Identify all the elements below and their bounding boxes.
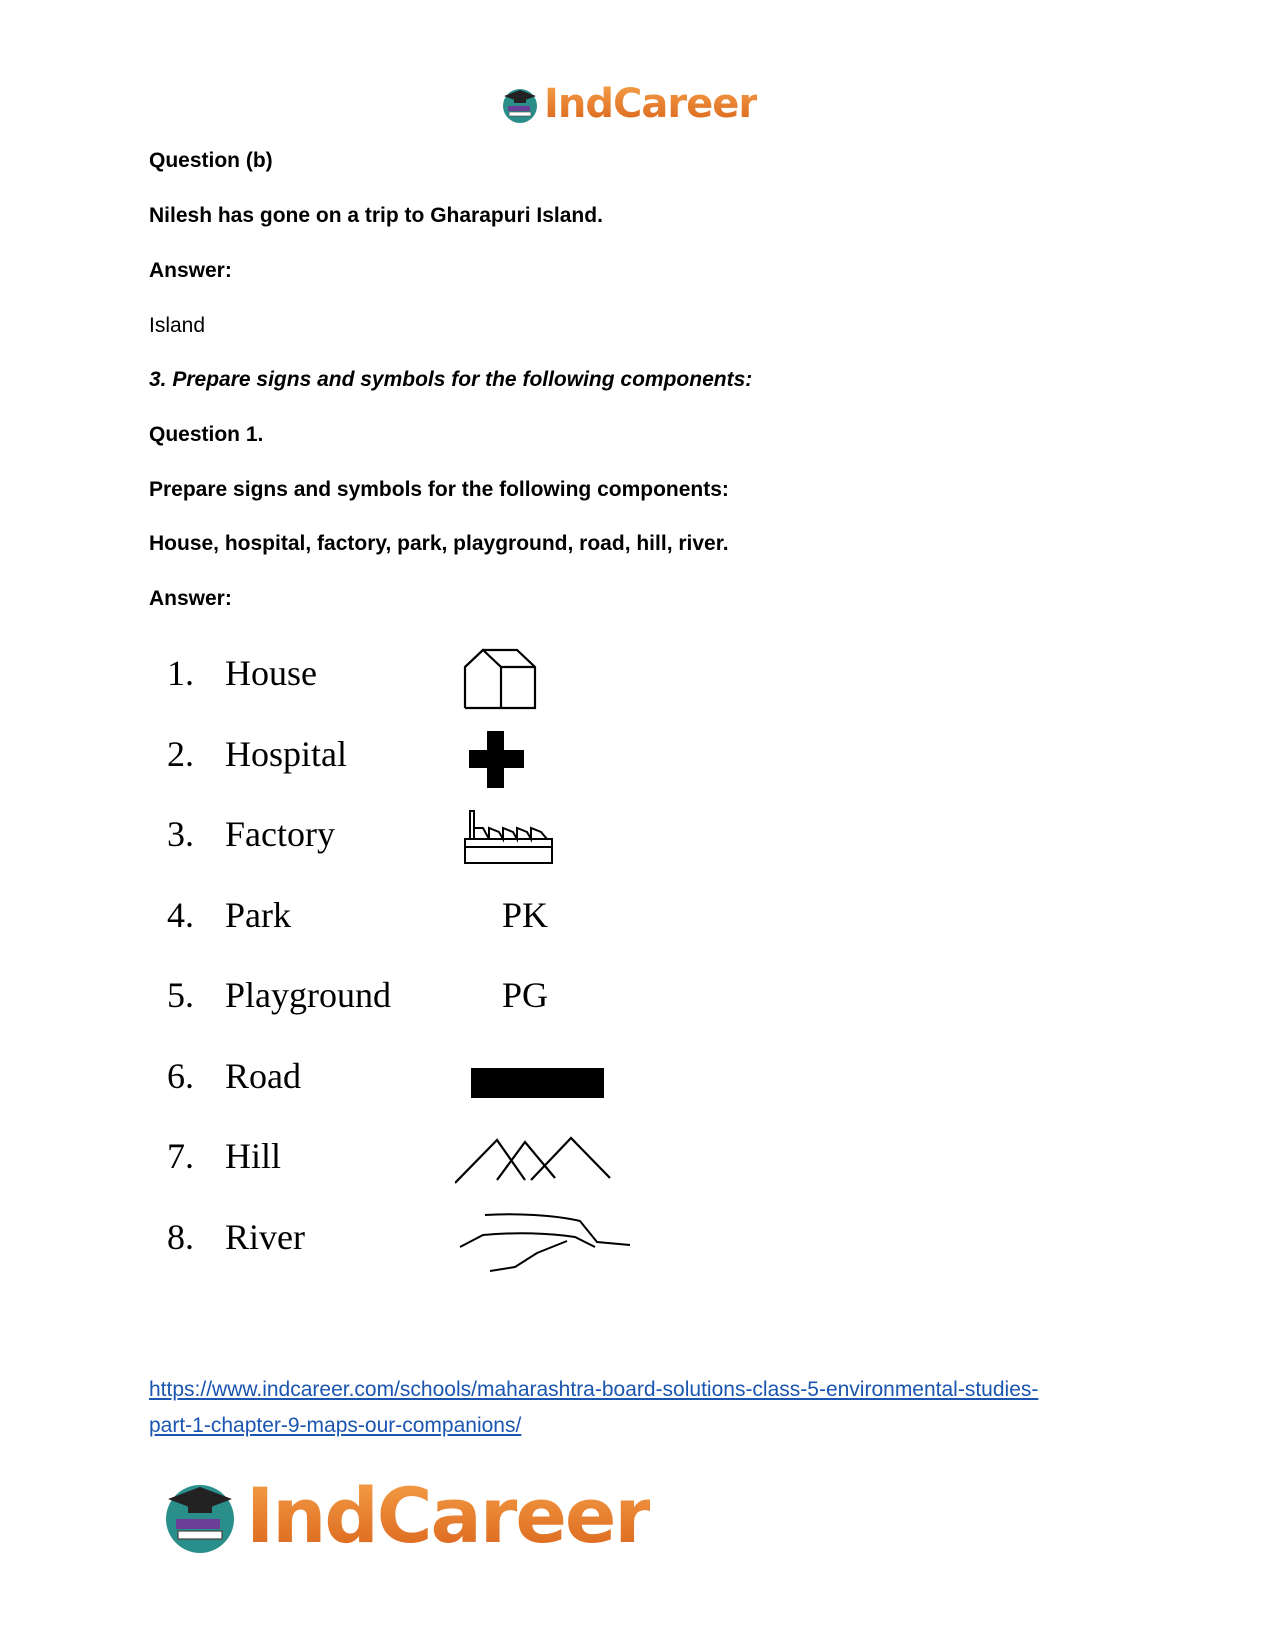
- row-label: Hospital: [225, 734, 347, 774]
- question-1-label: Question 1.: [149, 423, 264, 446]
- symbol-row-river: [155, 1209, 675, 1279]
- answer-b-text: Island: [149, 314, 206, 337]
- row-number: 6.: [167, 1056, 194, 1096]
- source-link[interactable]: [149, 1372, 1038, 1444]
- symbol-row-road: [155, 1048, 675, 1118]
- factory-icon: [455, 806, 555, 876]
- symbol-row-factory: [155, 806, 675, 876]
- row-label: Park: [225, 895, 291, 935]
- row-label: Hill: [225, 1136, 282, 1176]
- logo-wordmark: IndCareer: [246, 1470, 650, 1560]
- playground-symbol-text: PG: [502, 975, 549, 1015]
- row-label: House: [225, 653, 317, 693]
- section-heading: 3. Prepare signs and symbols for the following components:: [149, 368, 753, 391]
- graduation-globe-icon: [160, 1475, 240, 1555]
- row-label: River: [225, 1217, 305, 1257]
- source-link-line-2[interactable]: part-1-chapter-9-maps-our-companions/: [149, 1414, 522, 1437]
- river-icon: [455, 1209, 645, 1289]
- symbols-table: [155, 645, 675, 1295]
- symbol-row-park: [155, 887, 675, 957]
- symbol-row-playground: [155, 967, 675, 1037]
- symbol-row-hill: [155, 1128, 675, 1198]
- row-number: 1.: [167, 653, 194, 693]
- source-link-line-1[interactable]: https://www.indcareer.com/schools/maharashtra-board-solutions-class-5-environmental-studies-: [149, 1378, 1039, 1401]
- row-number: 7.: [167, 1136, 194, 1176]
- hill-icon: [455, 1128, 625, 1198]
- park-symbol-text: PK: [502, 895, 549, 935]
- graduation-globe-icon: [500, 84, 540, 124]
- question-b-label: Question (b): [149, 149, 273, 172]
- footer-logo: [160, 1465, 650, 1565]
- question-b-text: Nilesh has gone on a trip to Gharapuri Island.: [149, 204, 603, 227]
- logo-wordmark: IndCareer: [544, 81, 758, 127]
- question-1-text: Prepare signs and symbols for the following components:: [149, 478, 729, 501]
- row-label: Playground: [225, 975, 391, 1015]
- row-number: 4.: [167, 895, 194, 935]
- symbol-row-hospital: [155, 726, 675, 796]
- row-label: Road: [225, 1056, 301, 1096]
- row-number: 5.: [167, 975, 194, 1015]
- answer-label: Answer:: [149, 259, 232, 282]
- symbol-row-house: [155, 645, 675, 715]
- row-label: Factory: [225, 814, 335, 854]
- question-1-items: House, hospital, factory, park, playground, road, hill, river.: [149, 532, 729, 555]
- row-number: 8.: [167, 1217, 194, 1257]
- cross-icon: [455, 726, 555, 796]
- house-icon: [455, 645, 555, 715]
- header-logo: [500, 76, 757, 132]
- row-number: 2.: [167, 734, 194, 774]
- row-number: 3.: [167, 814, 194, 854]
- road-bar-icon: [455, 1048, 615, 1118]
- answer-label: Answer:: [149, 587, 232, 610]
